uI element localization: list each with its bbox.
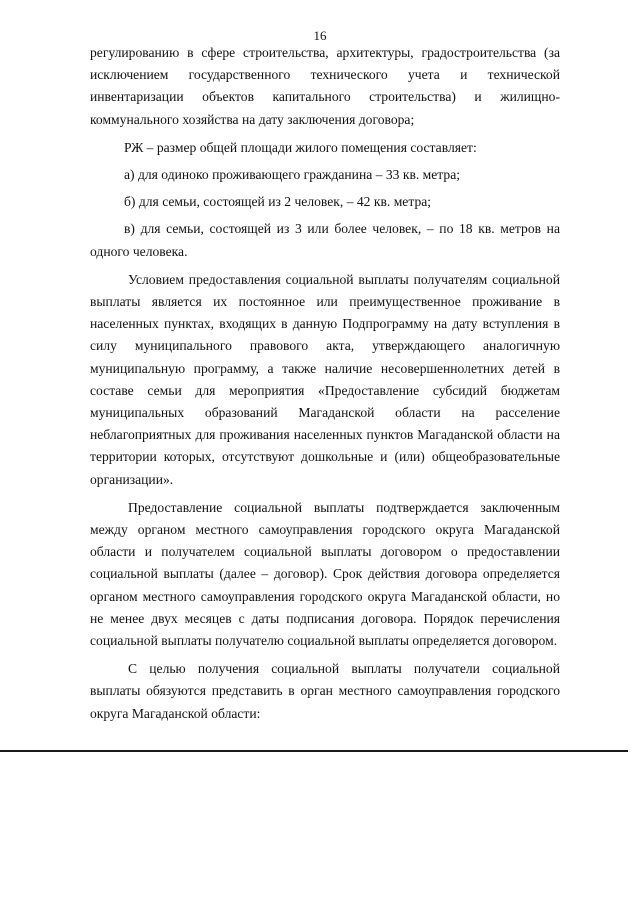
paragraph-recipient-obligations: С целью получения социальной выплаты получатели социальной выплаты обязуются представить в орган местного самоуправления городского округа Магаданской области: [90, 661, 560, 721]
list-item-family-of-three-or-more: в) для семьи, состоящей из 3 или более человек, – по 18 кв. метров на одного человека. [90, 221, 560, 259]
list-item-family-of-two: б) для семьи, состоящей из 2 человек, – 42 кв. метра; [124, 194, 432, 210]
page-number: 16 [313, 28, 327, 43]
page-bottom-rule [0, 750, 628, 752]
paragraph-payment-condition: Условием предоставления социальной выплаты получателям социальной выплаты является их постоянное или преимущественное проживание в населенных пунктах, входящих в данную Подпрограмму на дату вступления в силу муниципального правового акта, утверждающего аналогичную муниципальную программу, а также наличие несовершеннолетних детей в составе семьи для мероприятия «Предоставление субсидий бюджетам муниципальных образований Магаданской области на расселение неблагоприятных для проживания населенных пунктов Магаданской области на территории которых, отсутствуют дошкольные и (или) общеобразовательные организации». [90, 271, 560, 487]
document-body [90, 42, 560, 725]
paragraph-housing-area-intro: РЖ – размер общей площади жилого помещения составляет: [124, 139, 477, 155]
paragraph-regulation-continuation: регулированию в сфере строительства, архитектуры, градостроительства (за исключением государственного технического учета и технической инвентаризации объектов капитального строительства) и жилищно-коммунального хозяйства на дату заключения договора; [90, 45, 560, 127]
paragraph-payment-confirmation: Предоставление социальной выплаты подтверждается заключенным между органом местного самоуправления городского округа Магаданской области и получателем социальной выплаты договором о предоставлении социальной выплаты (далее – договор). Срок действия договора определяется органом местного самоуправления городского округа Магаданской области, но не менее двух месяцев с даты подписания договора. Порядок перечисления социальной выплаты получателю социальной выплаты определяется договором. [90, 499, 560, 649]
list-item-single-citizen: а) для одиноко проживающего гражданина – 33 кв. метра; [124, 167, 461, 183]
